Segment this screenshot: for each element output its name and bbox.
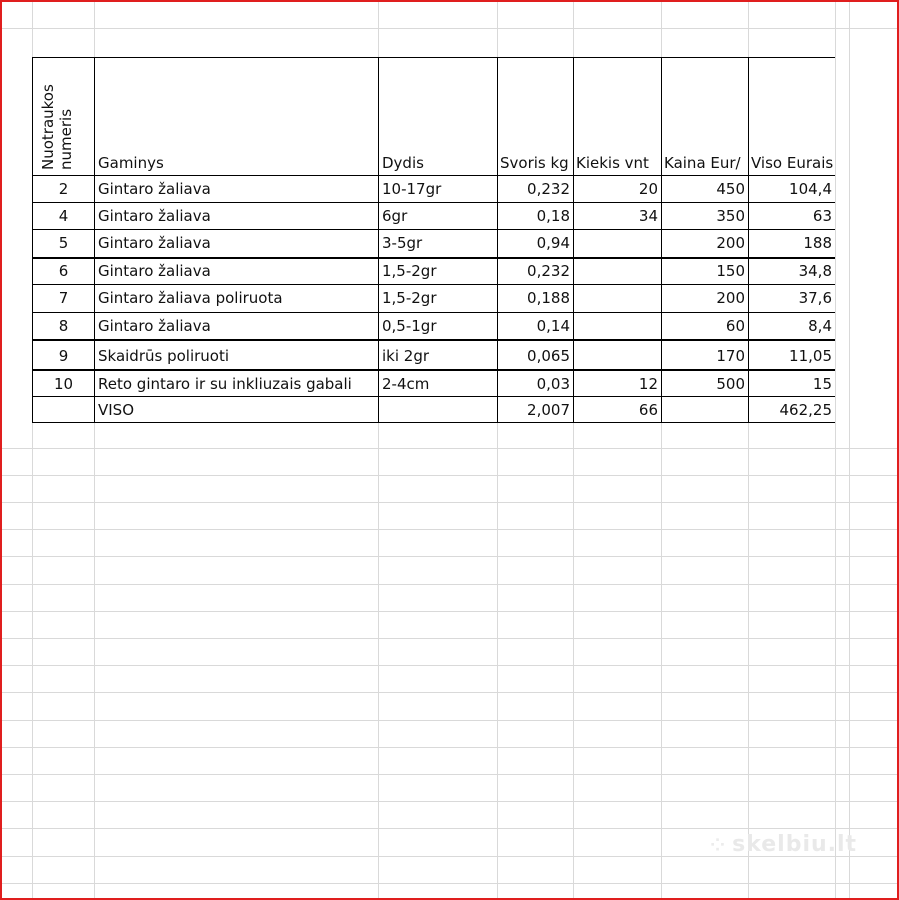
cell-photo-number[interactable]: 4 [58, 207, 69, 225]
cell-total[interactable]: 63 [812, 207, 832, 225]
cell-size[interactable]: 6gr [382, 207, 408, 225]
cell-size[interactable]: 0,5-1gr [382, 317, 437, 335]
cell-total[interactable]: 34,8 [798, 262, 832, 280]
cell-product[interactable]: Gintaro žaliava [98, 207, 211, 225]
cell-photo-number[interactable]: 8 [58, 317, 69, 335]
cell-weight[interactable]: 0,14 [536, 317, 570, 335]
cell-product[interactable]: Gintaro žaliava poliruota [98, 289, 283, 307]
cell-size[interactable]: 10-17gr [382, 180, 442, 198]
totals-label[interactable]: VISO [98, 401, 135, 419]
cell-total[interactable]: 15 [812, 375, 832, 393]
cell-size[interactable]: iki 2gr [382, 347, 430, 365]
cell-weight[interactable]: 0,065 [527, 347, 570, 365]
cell-price[interactable]: 200 [716, 234, 745, 252]
cell-weight[interactable]: 0,188 [527, 289, 570, 307]
cell-size[interactable]: 2-4cm [382, 375, 430, 393]
cell-size[interactable]: 3-5gr [382, 234, 423, 252]
watermark-text: skelbiu.lt [732, 832, 858, 857]
watermark-dots-icon: ⁘ [710, 835, 727, 856]
cell-total[interactable]: 104,4 [789, 180, 832, 198]
cell-product[interactable]: Gintaro žaliava [98, 262, 211, 280]
cell-weight[interactable]: 0,18 [536, 207, 570, 225]
cell-price[interactable]: 200 [716, 289, 745, 307]
cell-photo-number[interactable]: 7 [58, 289, 69, 307]
cell-product[interactable]: Gintaro žaliava [98, 234, 211, 252]
header-price[interactable]: Kaina Eur/ [664, 154, 741, 172]
header-photo-number-label: Nuotraukos numeris [39, 84, 75, 170]
cell-price[interactable]: 450 [716, 180, 745, 198]
cell-photo-number[interactable]: 9 [58, 347, 69, 365]
watermark-logo [710, 832, 857, 857]
header-total[interactable]: Viso Eurais [751, 154, 834, 172]
cell-price[interactable]: 500 [716, 375, 745, 393]
cell-photo-number[interactable]: 2 [58, 180, 69, 198]
cell-product[interactable]: Reto gintaro ir su inkliuzais gabali [98, 375, 352, 393]
cell-quantity[interactable]: 12 [638, 375, 658, 393]
totals-quantity[interactable]: 66 [638, 401, 658, 419]
totals-total[interactable]: 462,25 [779, 401, 832, 419]
cell-total[interactable]: 11,05 [789, 347, 832, 365]
header-quantity[interactable]: Kiekis vnt [576, 154, 649, 172]
header-photo-number[interactable] [33, 58, 93, 175]
cell-product[interactable]: Gintaro žaliava [98, 317, 211, 335]
cell-price[interactable]: 350 [716, 207, 745, 225]
cell-photo-number[interactable]: 6 [58, 262, 69, 280]
cell-weight[interactable]: 0,232 [527, 262, 570, 280]
cell-price[interactable]: 60 [725, 317, 745, 335]
cell-quantity[interactable]: 20 [638, 180, 658, 198]
cell-total[interactable]: 37,6 [798, 289, 832, 307]
header-size[interactable]: Dydis [382, 154, 424, 172]
cell-size[interactable]: 1,5-2gr [382, 289, 437, 307]
cell-price[interactable]: 170 [716, 347, 745, 365]
cell-total[interactable]: 188 [803, 234, 832, 252]
header-weight[interactable]: Svoris kg [500, 154, 569, 172]
cell-product[interactable]: Skaidrūs poliruoti [98, 347, 230, 365]
cell-weight[interactable]: 0,94 [536, 234, 570, 252]
header-product[interactable]: Gaminys [98, 154, 164, 172]
cell-photo-number[interactable]: 5 [58, 234, 69, 252]
totals-weight[interactable]: 2,007 [527, 401, 570, 419]
cell-total[interactable]: 8,4 [808, 317, 832, 335]
cell-price[interactable]: 150 [716, 262, 745, 280]
cell-weight[interactable]: 0,232 [527, 180, 570, 198]
cell-quantity[interactable]: 34 [638, 207, 658, 225]
cell-product[interactable]: Gintaro žaliava [98, 180, 211, 198]
cell-weight[interactable]: 0,03 [536, 375, 570, 393]
cell-photo-number[interactable]: 10 [53, 375, 74, 393]
cell-size[interactable]: 1,5-2gr [382, 262, 437, 280]
